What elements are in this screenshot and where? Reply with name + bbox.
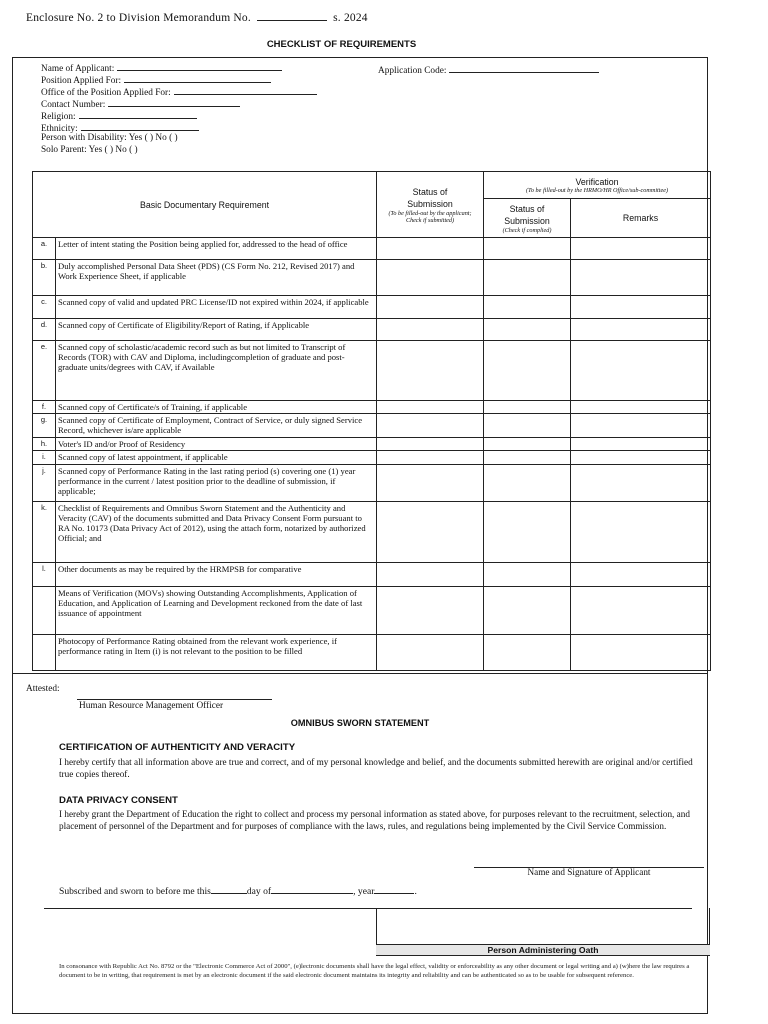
requirement-row: [33, 260, 711, 296]
applicant-signature-label: Name and Signature of Applicant: [527, 867, 651, 877]
contact-number-field[interactable]: Contact Number:: [41, 97, 240, 112]
day-blank[interactable]: [211, 884, 247, 894]
verification-status-cell[interactable]: [484, 238, 571, 260]
applicant-status-cell[interactable]: [377, 451, 484, 464]
applicant-status-cell[interactable]: [377, 260, 484, 296]
position-applied-field[interactable]: Position Applied For:: [41, 73, 271, 88]
remarks-cell[interactable]: [571, 401, 711, 414]
verification-status-cell[interactable]: [484, 260, 571, 296]
religion-field[interactable]: Religion:: [41, 109, 197, 124]
col-remarks-header: Remarks: [571, 199, 711, 238]
requirement-text: Photocopy of Performance Rating obtained from the relevant work experience, if performance rating in Item (i) is not relevant to the position to be filled: [56, 634, 377, 670]
requirement-letter: k.: [33, 501, 56, 562]
requirement-row: [33, 451, 711, 464]
omnibus-title: OMNIBUS SWORN STATEMENT: [290, 718, 430, 728]
requirements-table: [32, 171, 711, 671]
applicant-status-cell[interactable]: [377, 634, 484, 670]
requirement-row: [33, 319, 711, 341]
page-title: CHECKLIST OF REQUIREMENTS: [266, 39, 417, 50]
memo-number-blank[interactable]: [257, 10, 327, 21]
applicant-status-cell[interactable]: [377, 501, 484, 562]
requirement-letter: i.: [33, 451, 56, 464]
verification-status-cell[interactable]: [484, 586, 571, 634]
remarks-cell[interactable]: [571, 586, 711, 634]
remarks-cell[interactable]: [571, 319, 711, 341]
verification-status-cell[interactable]: [484, 319, 571, 341]
requirement-letter: b.: [33, 260, 56, 296]
requirement-row: [33, 562, 711, 586]
oath-label: Person Administering Oath: [376, 944, 710, 956]
requirement-text: Means of Verification (MOVs) showing Outstanding Accomplishments, Application of Education, and Application of Learning and Development reckoned from the date of last issuance of appointment: [56, 586, 377, 634]
verification-status-cell[interactable]: [484, 414, 571, 438]
col-verification-status-header: Status of Submission (Check if complied): [484, 199, 571, 238]
attested-label: Attested:: [26, 684, 60, 694]
applicant-status-cell[interactable]: [377, 401, 484, 414]
requirement-row: [33, 414, 711, 438]
applicant-status-cell[interactable]: [377, 341, 484, 401]
application-code-field[interactable]: Application Code:: [378, 63, 599, 76]
requirement-letter: g.: [33, 414, 56, 438]
requirement-row: [33, 238, 711, 260]
requirement-letter: j.: [33, 464, 56, 501]
requirement-text: Voter's ID and/or Proof of Residency: [56, 438, 377, 451]
requirement-letter: e.: [33, 341, 56, 401]
applicant-status-cell[interactable]: [377, 438, 484, 451]
applicant-status-cell[interactable]: [377, 296, 484, 319]
certification-title: CERTIFICATION OF AUTHENTICITY AND VERACITY: [59, 742, 296, 753]
hrmo-label: Human Resource Management Officer: [79, 701, 224, 711]
requirement-letter: f.: [33, 401, 56, 414]
verification-status-cell[interactable]: [484, 634, 571, 670]
applicant-status-cell[interactable]: [377, 319, 484, 341]
requirement-text: Scanned copy of valid and updated PRC License/ID not expired within 2024, if applicable: [56, 296, 377, 319]
remarks-cell[interactable]: [571, 260, 711, 296]
requirement-text: Scanned copy of Certificate of Employment, Contract of Service, or duly signed Service Record, whichever is/are applicable: [56, 414, 377, 438]
document-header: Enclosure No. 2 to Division Memorandum No. s. 2024: [26, 12, 368, 24]
requirement-letter: h.: [33, 438, 56, 451]
applicant-status-cell[interactable]: [377, 414, 484, 438]
col-requirement-header: Basic Documentary Requirement: [33, 172, 377, 238]
requirement-row: [33, 634, 711, 670]
applicant-status-cell[interactable]: [377, 562, 484, 586]
requirement-row: [33, 586, 711, 634]
remarks-cell[interactable]: [571, 562, 711, 586]
requirement-row: [33, 341, 711, 401]
remarks-cell[interactable]: [571, 501, 711, 562]
remarks-cell[interactable]: [571, 634, 711, 670]
remarks-cell[interactable]: [571, 438, 711, 451]
requirement-row: [33, 296, 711, 319]
remarks-cell[interactable]: [571, 464, 711, 501]
remarks-cell[interactable]: [571, 238, 711, 260]
office-of-position-field[interactable]: Office of the Position Applied For:: [41, 85, 317, 100]
verification-status-cell[interactable]: [484, 451, 571, 464]
remarks-cell[interactable]: [571, 414, 711, 438]
requirement-letter: [33, 634, 56, 670]
requirement-text: Scanned copy of latest appointment, if applicable: [56, 451, 377, 464]
remarks-cell[interactable]: [571, 296, 711, 319]
verification-status-cell[interactable]: [484, 501, 571, 562]
requirement-row: [33, 401, 711, 414]
requirement-letter: a.: [33, 238, 56, 260]
certification-text: I hereby certify that all information above are true and correct, and of my personal knowledge and belief, and the documents submitted herewith are original and/or certified true copies thereof.: [59, 757, 693, 779]
requirement-letter: [33, 586, 56, 634]
name-of-applicant-field[interactable]: Name of Applicant:: [41, 61, 282, 76]
requirement-letter: d.: [33, 319, 56, 341]
requirement-letter: c.: [33, 296, 56, 319]
col-status-header: Status of Submission (To be filled-out by the applicant; Check if submitted): [377, 172, 484, 238]
requirement-text: Letter of intent stating the Position being applied for, addressed to the head of office: [56, 238, 377, 260]
remarks-cell[interactable]: [571, 341, 711, 401]
requirement-text: Scanned copy of scholastic/academic record such as but not limited to Transcript of Records (TOR) with CAV and Diploma, includingcompletion of graduate and post-graduate units/degrees with CAV, if Available: [56, 341, 377, 401]
ethnicity-field[interactable]: Ethnicity:: [41, 121, 199, 136]
subscribed-sworn-line: Subscribed and sworn to before me this day of , year .: [59, 886, 417, 897]
requirement-text: Other documents as may be required by the HRMPSB for comparative: [56, 562, 377, 586]
requirement-text: Duly accomplished Personal Data Sheet (PDS) (CS Form No. 212, Revised 2017) and Work Experience Sheet, if applicable: [56, 260, 377, 296]
applicant-status-cell[interactable]: [377, 586, 484, 634]
applicant-status-cell[interactable]: [377, 464, 484, 501]
data-privacy-text: I hereby grant the Department of Education the right to collect and process my personal information as stated above, for purposes relevant to the recruitment, selection, and placement of personnel of the Department and for purposes of compliance with the laws, rules, and regulations being implemented by the Civil Service Commission.: [59, 809, 690, 831]
person-with-disability-field[interactable]: Person with Disability: Yes ( ) No ( ): [41, 133, 178, 143]
requirement-text: Scanned copy of Certificate/s of Training, if applicable: [56, 401, 377, 414]
hrmo-signature-line[interactable]: [77, 699, 272, 700]
col-verification-header: Verification (To be filled-out by the HRMO/HR Office/sub-committee): [484, 172, 711, 199]
remarks-cell[interactable]: [571, 451, 711, 464]
verification-status-cell[interactable]: [484, 296, 571, 319]
requirement-row: [33, 464, 711, 501]
data-privacy-title: DATA PRIVACY CONSENT: [59, 795, 178, 806]
verification-status-cell[interactable]: [484, 562, 571, 586]
footer-legal-note: In consonance with Republic Act No. 8792 or the "Electronic Commerce Act of 2000", (e)lectronic documents shall have the legal effect, validity or enforceability as any other document or legal writing and a) (w)here the law requires a document to be in writing, that requirement is met by an electronic document if the said electronic document maintains its integrity and reliability and can be authenticated so as to be usable for subsequent reference.: [59, 963, 690, 979]
verification-status-cell[interactable]: [484, 341, 571, 401]
applicant-status-cell[interactable]: [377, 238, 484, 260]
verification-status-cell[interactable]: [484, 464, 571, 501]
requirement-row: [33, 438, 711, 451]
year-blank[interactable]: [374, 884, 414, 894]
requirement-text: Checklist of Requirements and Omnibus Sworn Statement and the Authenticity and Veracity (CAV) of the documents submitted and Data Privacy Consent Form pursuant to RA No. 10173 (Data Privacy Act of 2012), using the attach form, notarized by authorized Official; and: [56, 501, 377, 562]
solo-parent-field[interactable]: Solo Parent: Yes ( ) No ( ): [41, 145, 138, 155]
requirement-text: Scanned copy of Certificate of Eligibility/Report of Rating, if Applicable: [56, 319, 377, 341]
verification-status-cell[interactable]: [484, 438, 571, 451]
requirement-text: Scanned copy of Performance Rating in the last rating period (s) covering one (1) year performance in the current / latest position prior to the deadline of submission, if applicable;: [56, 464, 377, 501]
month-blank[interactable]: [271, 884, 353, 894]
verification-status-cell[interactable]: [484, 401, 571, 414]
requirement-letter: l.: [33, 562, 56, 586]
requirement-row: [33, 501, 711, 562]
